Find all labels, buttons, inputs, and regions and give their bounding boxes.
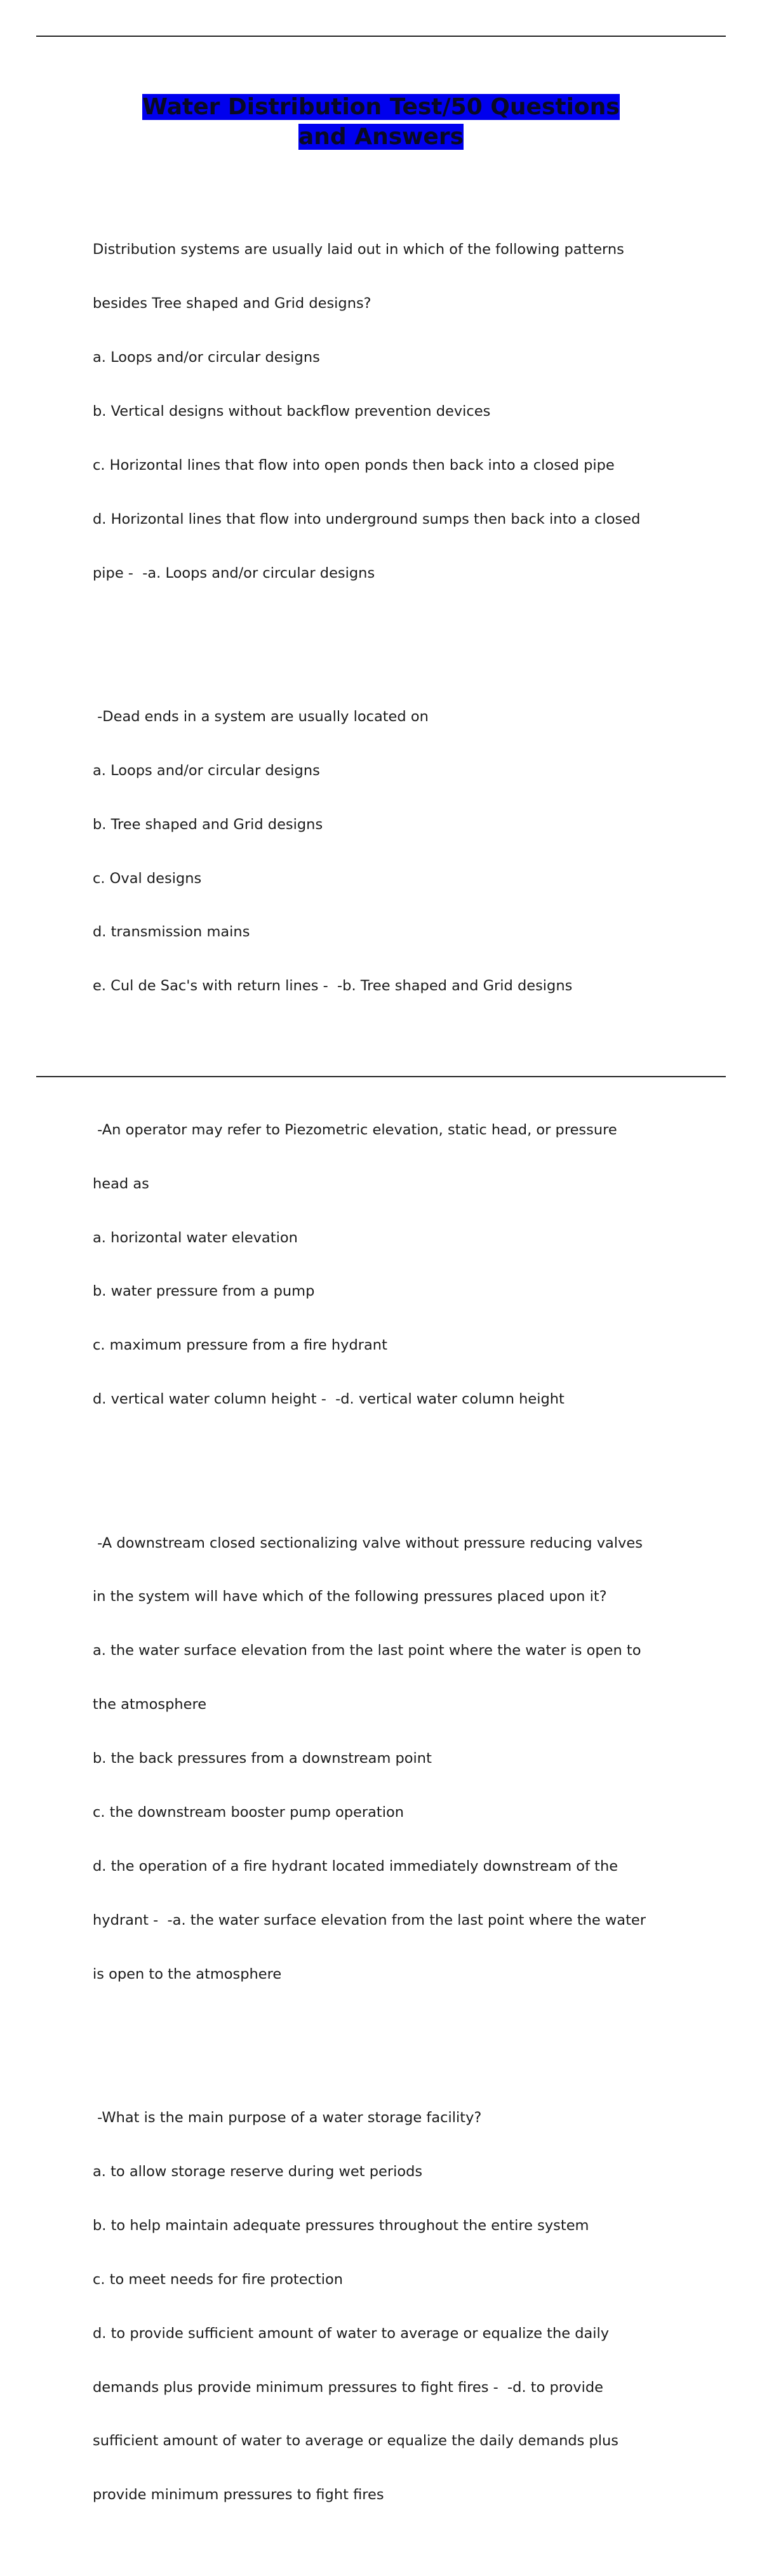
option-line: c. Oval designs [93,870,202,887]
answer-line: sufficient amount of water to average or equalize the daily demands plus [93,2433,619,2450]
question-line: -A downstream closed sectionalizing valve without pressure reducing valves [93,1534,643,1551]
question-block [93,1498,690,2019]
option-line: the atmosphere [93,1696,207,1713]
question-line: -What is the main purpose of a water storage facility? [93,2109,482,2127]
option-line: c. the downstream booster pump operation [93,1804,404,1821]
option-line: b. to help maintain adequate pressures throughout the entire system [93,2217,589,2234]
answer-line: d. vertical water column height - -d. vertical water column height [93,1391,565,1408]
question-line: head as [93,1175,149,1192]
document-title [142,94,619,150]
question-line: in the system will have which of the following pressures placed upon it? [93,1588,607,1605]
answer-line: provide minimum pressures to fight fires [93,2486,384,2504]
option-line: b. the back pressures from a downstream point [93,1750,432,1767]
option-line: a. to allow storage reserve during wet periods [93,2163,423,2180]
option-line: d. Horizontal lines that flow into underground sumps then back into a closed [93,510,641,528]
document-body [93,169,690,2576]
option-line: c. maximum pressure from a fire hydrant [93,1337,387,1354]
answer-line: demands plus provide minimum pressures to fight fires - -d. to provide [93,2379,603,2396]
answer-line: hydrant - -a. the water surface elevation from the last point where the water [93,1911,646,1929]
question-block [93,2073,690,2540]
question-line: Distribution systems are usually laid out in which of the following patterns [93,241,624,258]
title-block [0,92,762,152]
question-block [93,672,690,1031]
option-line: a. horizontal water elevation [93,1229,298,1246]
option-line: c. Horizontal lines that flow into open ponds then back into a closed pipe [93,456,615,474]
title-line-2: and Answers [298,124,464,150]
answer-line: is open to the atmosphere [93,1965,282,1982]
option-line: a. the water surface elevation from the last point where the water is open to [93,1642,641,1659]
title-line-1: Water Distribution Test/50 Questions [142,94,620,120]
question-line: -An operator may refer to Piezometric elevation, static head, or pressure [93,1121,617,1138]
option-line: b. Vertical designs without backflow prevention devices [93,402,491,420]
answer-line: e. Cul de Sac's with return lines - -b. Tree shaped and Grid designs [93,978,573,995]
question-line: -Dead ends in a system are usually located on [93,708,429,725]
option-line: c. to meet needs for fire protection [93,2271,344,2288]
option-line: b. water pressure from a pump [93,1283,315,1300]
option-line: a. Loops and/or circular designs [93,762,320,779]
question-block [93,205,690,618]
option-line: d. transmission mains [93,924,250,941]
question-block [93,1085,690,1444]
question-line: besides Tree shaped and Grid designs? [93,295,371,312]
option-line: a. Loops and/or circular designs [93,349,320,366]
option-line: d. the operation of a fire hydrant located immediately downstream of the [93,1857,618,1875]
top-rule [36,36,726,37]
bottom-rule [36,1076,726,1077]
answer-line: pipe - -a. Loops and/or circular designs [93,564,375,581]
option-line: b. Tree shaped and Grid designs [93,816,323,833]
option-line: d. to provide sufficient amount of water to average or equalize the daily [93,2325,610,2342]
